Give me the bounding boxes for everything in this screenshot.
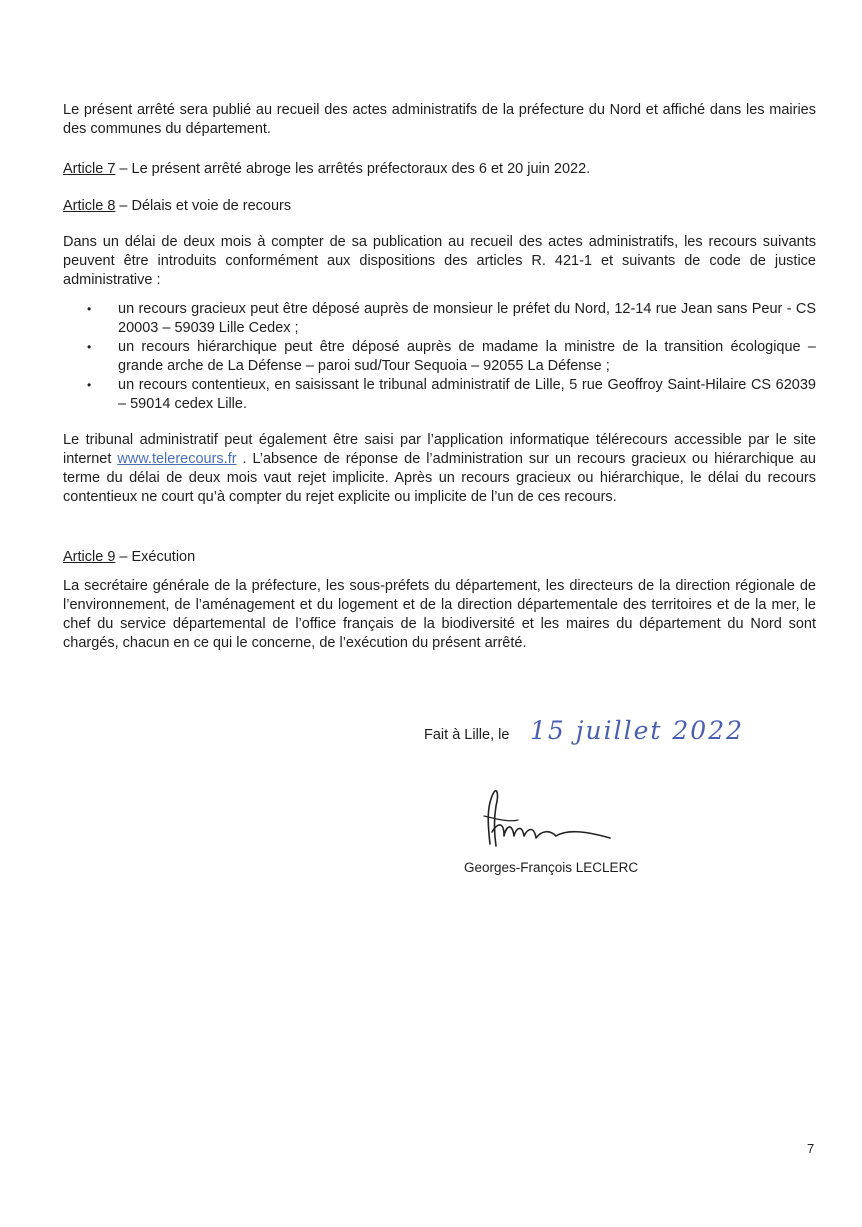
signer-name: Georges-François LECLERC xyxy=(464,860,639,875)
list-item xyxy=(63,338,816,376)
article-9-text: – Exécution xyxy=(115,549,196,565)
bullet-glyph: • xyxy=(87,340,92,354)
handwritten-date: 15 juillet 2022 xyxy=(530,716,745,745)
list-item xyxy=(63,300,816,338)
article-8-heading xyxy=(63,197,291,216)
signature-icon xyxy=(470,786,630,866)
bullet-glyph: • xyxy=(87,378,92,392)
article-9-label: Article 9 xyxy=(63,549,116,565)
telerecours-text-start: Le tribunal administratif peut également être saisi par l’application informatique télérecours accessible par le site internet xyxy=(63,432,816,467)
article-7-text: – Le présent arrêté abroge les arrêtés préfectoraux des 6 et 20 juin 2022. xyxy=(115,161,591,177)
fait-a-lille: Fait à Lille, le xyxy=(424,727,510,743)
telerecours-text-end: . L’absence de réponse de l’administration sur un recours gracieux ou hiérarchique au terme du délai de deux mois vaut rejet implicite. Après un recours gracieux ou hiérarchique, le délai du recours contentieux ne court qu’à compter du rejet explicite ou implicite de l’un de ces recours. xyxy=(63,451,816,505)
list-item-text: un recours gracieux peut être déposé auprès de monsieur le préfet du Nord, 12-14 rue Jean sans Peur - CS 20003 – 59039 Lille Cedex ; xyxy=(118,301,816,336)
telerecours-paragraph xyxy=(63,431,816,507)
list-item xyxy=(63,376,816,414)
article-9-heading xyxy=(63,548,195,567)
list-item-text: un recours hiérarchique peut être déposé auprès de madame la ministre de la transition écologique – grande arche de La Défense – paroi sud/Tour Sequoia – 92055 La Défense ; xyxy=(118,339,816,374)
article-7 xyxy=(63,160,590,179)
publication-paragraph: Le présent arrêté sera publié au recueil des actes administratifs de la préfecture du Nord et affiché dans les mairies des communes du département. xyxy=(63,102,816,137)
recours-list xyxy=(63,300,816,414)
bullet-glyph: • xyxy=(87,302,92,316)
article-7-label: Article 7 xyxy=(63,161,116,177)
article-8-label: Article 8 xyxy=(63,198,116,214)
article-8-text: – Délais et voie de recours xyxy=(115,198,292,214)
page-number: 7 xyxy=(807,1141,815,1156)
recours-intro-paragraph: Dans un délai de deux mois à compter de sa publication au recueil des actes administratifs, les recours suivants peuvent être introduits conformément aux dispositions des articles R. 421-1 et suivants de code de justice administrative : xyxy=(63,234,816,288)
telerecours-link[interactable]: www.telerecours.fr xyxy=(117,451,237,467)
execution-paragraph: La secrétaire générale de la préfecture, les sous-préfets du département, les directeurs de la direction régionale de l’environnement, de l’aménagement et du logement et de la direction départementale des territoires et de la mer, le chef du service départemental de l’office français de la biodiversité et les maires du département du Nord sont chargés, chacun en ce qui le concerne, de l’exécution du présent arrêté. xyxy=(63,578,816,651)
list-item-text: un recours contentieux, en saisissant le tribunal administratif de Lille, 5 rue Geoffroy Saint-Hilaire CS 62039 – 59014 cedex Lille. xyxy=(118,377,816,412)
